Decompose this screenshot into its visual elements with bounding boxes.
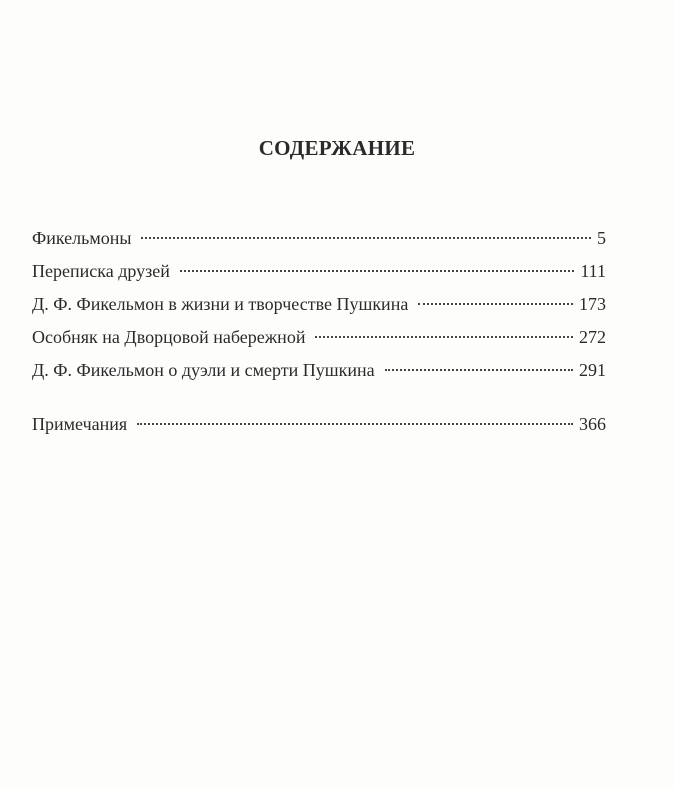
toc-entry-page: 111 xyxy=(580,261,606,281)
toc-entry xyxy=(32,412,606,436)
leader-dots xyxy=(315,336,573,338)
toc-entry-page: 5 xyxy=(597,228,606,248)
toc-entry-page: 272 xyxy=(579,327,606,347)
toc-entry-page: 366 xyxy=(579,414,606,434)
toc-entry xyxy=(32,325,606,349)
toc-entry xyxy=(32,292,606,316)
leader-dots xyxy=(137,423,573,425)
toc-entry-page: 173 xyxy=(579,294,606,314)
toc-entry-title: Д. Ф. Фикельмон о дуэли и смерти Пушкина xyxy=(32,360,375,380)
leader-dots xyxy=(180,270,574,272)
leader-dots xyxy=(418,303,573,305)
toc-entry-title: Д. Ф. Фикельмон в жизни и творчестве Пушкина xyxy=(32,294,409,314)
contents-heading: СОДЕРЖАНИЕ xyxy=(258,136,416,160)
leader-dots xyxy=(141,237,591,239)
toc-entry-title: Переписка друзей xyxy=(32,261,170,281)
toc-entry xyxy=(32,358,606,382)
toc-entry-title: Примечания xyxy=(32,414,128,434)
toc-entry-title: Особняк на Дворцовой набережной xyxy=(32,327,306,347)
leader-dots xyxy=(385,369,573,371)
toc-entry xyxy=(32,259,606,283)
toc-entry xyxy=(32,226,606,250)
toc-entry-title: Фикельмоны xyxy=(32,228,132,248)
toc-entry-page: 291 xyxy=(579,360,606,380)
